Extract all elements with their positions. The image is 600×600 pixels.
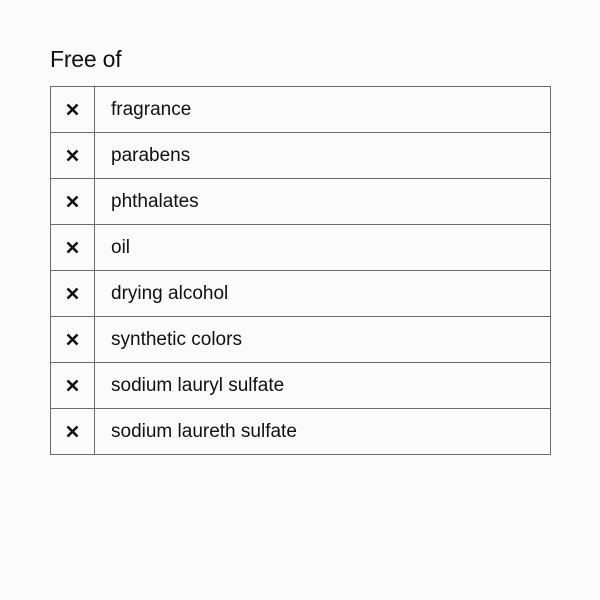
mark-cell: [51, 271, 95, 317]
mark-cell: [51, 317, 95, 363]
table-row: [51, 317, 551, 363]
ingredient-label: drying alcohol: [95, 271, 551, 317]
x-mark-icon: [66, 333, 79, 346]
table-row: [51, 87, 551, 133]
page-title: Free of: [50, 46, 122, 72]
table-row: [51, 179, 551, 225]
x-mark-icon: [66, 425, 79, 438]
mark-cell: [51, 225, 95, 271]
ingredient-label: synthetic colors: [95, 317, 551, 363]
mark-cell: [51, 87, 95, 133]
ingredient-label: fragrance: [95, 87, 551, 133]
x-mark-icon: [66, 103, 79, 116]
table-row: [51, 271, 551, 317]
x-mark-icon: [66, 241, 79, 254]
x-mark-icon: [66, 195, 79, 208]
table-row: [51, 225, 551, 271]
ingredient-label: parabens: [95, 133, 551, 179]
table-row: [51, 133, 551, 179]
x-mark-icon: [66, 287, 79, 300]
x-mark-icon: [66, 149, 79, 162]
table-row: [51, 409, 551, 455]
mark-cell: [51, 363, 95, 409]
ingredient-label: sodium lauryl sulfate: [95, 363, 551, 409]
x-mark-icon: [66, 379, 79, 392]
table-row: [51, 363, 551, 409]
mark-cell: [51, 179, 95, 225]
ingredient-label: sodium laureth sulfate: [95, 409, 551, 455]
mark-cell: [51, 409, 95, 455]
mark-cell: [51, 133, 95, 179]
ingredient-label: phthalates: [95, 179, 551, 225]
free-of-table: [50, 86, 551, 455]
ingredient-label: oil: [95, 225, 551, 271]
